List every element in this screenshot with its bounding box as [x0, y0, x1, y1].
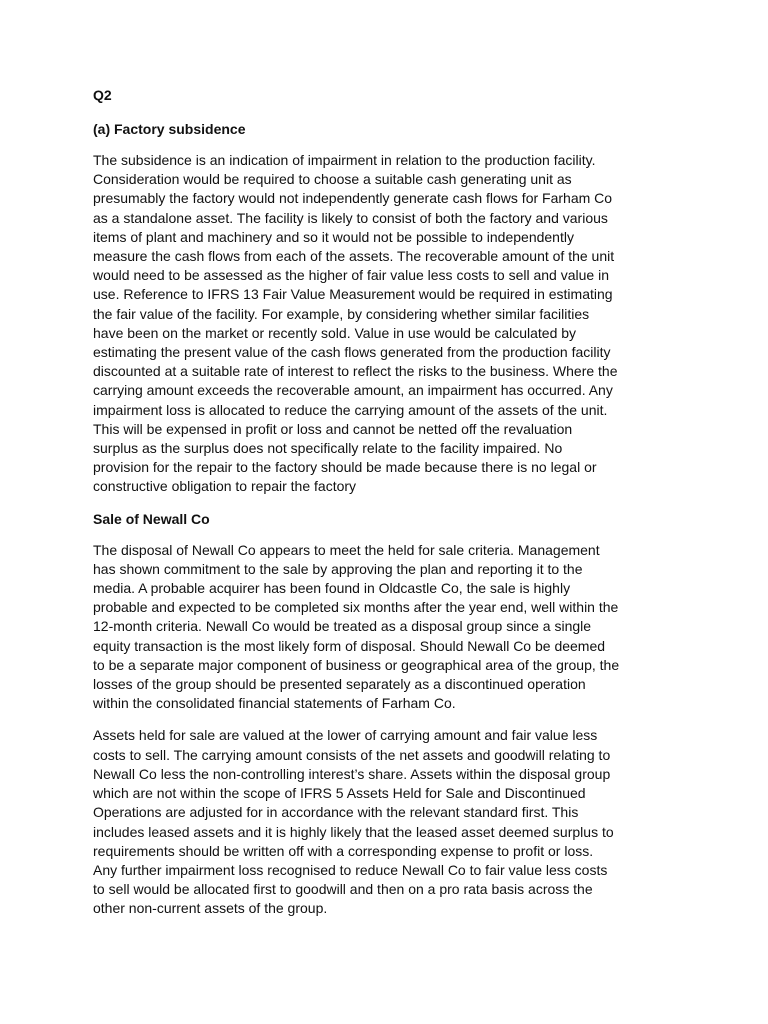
paragraph-line: have been on the market or recently sold. Value in use would be calculated by	[93, 324, 577, 341]
paragraph-line: to be a separate major component of business or geographical area of the group, the	[93, 656, 620, 673]
paragraph-line: probable and expected to be completed six months after the year end, well within the	[93, 599, 619, 616]
paragraph-line: impairment loss is allocated to reduce the carrying amount of the assets of the unit.	[93, 401, 608, 418]
paragraph-line: Assets held for sale are valued at the lower of carrying amount and fair value less	[93, 727, 598, 744]
paragraph-line: constructive obligation to repair the factory	[93, 478, 357, 495]
paragraph-line: estimating the present value of the cash flows generated from the production facility	[93, 344, 611, 361]
paragraph-line: as a standalone asset. The facility is likely to consist of both the factory and various	[93, 209, 608, 226]
paragraph-line: carrying amount exceeds the recoverable amount, an impairment has occurred. Any	[93, 382, 613, 399]
paragraph-line: which are not within the scope of IFRS 5 Assets Held for Sale and Discontinued	[93, 785, 586, 802]
paragraph-line: Operations are adjusted for in accordance with the relevant standard first. This	[93, 804, 579, 821]
paragraph-line: media. A probable acquirer has been found in Oldcastle Co, the sale is highly	[93, 580, 571, 597]
paragraph-line: use. Reference to IFRS 13 Fair Value Measurement would be required in estimating	[93, 286, 613, 303]
paragraph-line: surplus as the surplus does not specifically relate to the facility impaired. No	[93, 440, 563, 457]
paragraph-line: items of plant and machinery and so it would not be possible to independently	[93, 228, 574, 245]
paragraph-line: has shown commitment to the sale by approving the plan and reporting it to the	[93, 560, 583, 577]
paragraph-line: presumably the factory would not independently generate cash flows for Farham Co	[93, 190, 613, 207]
paragraph-line: 12-month criteria. Newall Co would be treated as a disposal group since a single	[93, 618, 592, 635]
paragraph-line: within the consolidated financial statements of Farham Co.	[93, 695, 456, 712]
paragraph-line: discounted at a suitable rate of interest to reflect the risks to the business. Where the	[93, 363, 618, 380]
paragraph-line: costs to sell. The carrying amount consists of the net assets and goodwill relating to	[93, 746, 611, 763]
question-label: Q2	[93, 87, 112, 103]
paragraph-line: requirements should be written off with a corresponding expense to profit or loss.	[93, 842, 594, 859]
paragraph-line: would need to be assessed as the higher of fair value less costs to sell and value in	[93, 267, 609, 284]
paragraph-line: provision for the repair to the factory should be made because there is no legal or	[93, 459, 597, 476]
section-b-title: Sale of Newall Co	[93, 510, 210, 527]
section-a-paragraph	[93, 151, 693, 497]
paragraph-line: Consideration would be required to choose a suitable cash generating unit as	[93, 171, 572, 188]
paragraph-line: The disposal of Newall Co appears to meet the held for sale criteria. Management	[93, 541, 600, 558]
paragraph-line: The subsidence is an indication of impairment in relation to the production facility.	[93, 152, 596, 168]
paragraph-line: includes leased assets and it is highly likely that the leased asset deemed surplus to	[93, 823, 614, 840]
section-b-paragraph-1	[93, 541, 693, 714]
paragraph-line: the fair value of the facility. For example, by considering whether similar facilities	[93, 305, 590, 322]
paragraph-line: other non-current assets of the group.	[93, 900, 328, 917]
paragraph-line: Any further impairment loss recognised to reduce Newall Co to fair value less costs	[93, 861, 608, 878]
paragraph-line: Newall Co less the non-controlling interest’s share. Assets within the disposal group	[93, 765, 611, 782]
paragraph-line: to sell would be allocated first to goodwill and then on a pro rata basis across the	[93, 881, 593, 898]
paragraph-line: measure the cash flows from each of the assets. The recoverable amount of the unit	[93, 248, 615, 265]
paragraph-line: equity transaction is the most likely form of disposal. Should Newall Co be deemed	[93, 637, 606, 654]
section-a-title: (a) Factory subsidence	[93, 121, 246, 137]
paragraph-line: losses of the group should be presented separately as a discontinued operation	[93, 676, 586, 693]
document-page	[93, 86, 693, 919]
paragraph-line: This will be expensed in profit or loss and cannot be netted off the revaluation	[93, 420, 573, 437]
section-b-paragraph-2	[93, 726, 693, 918]
